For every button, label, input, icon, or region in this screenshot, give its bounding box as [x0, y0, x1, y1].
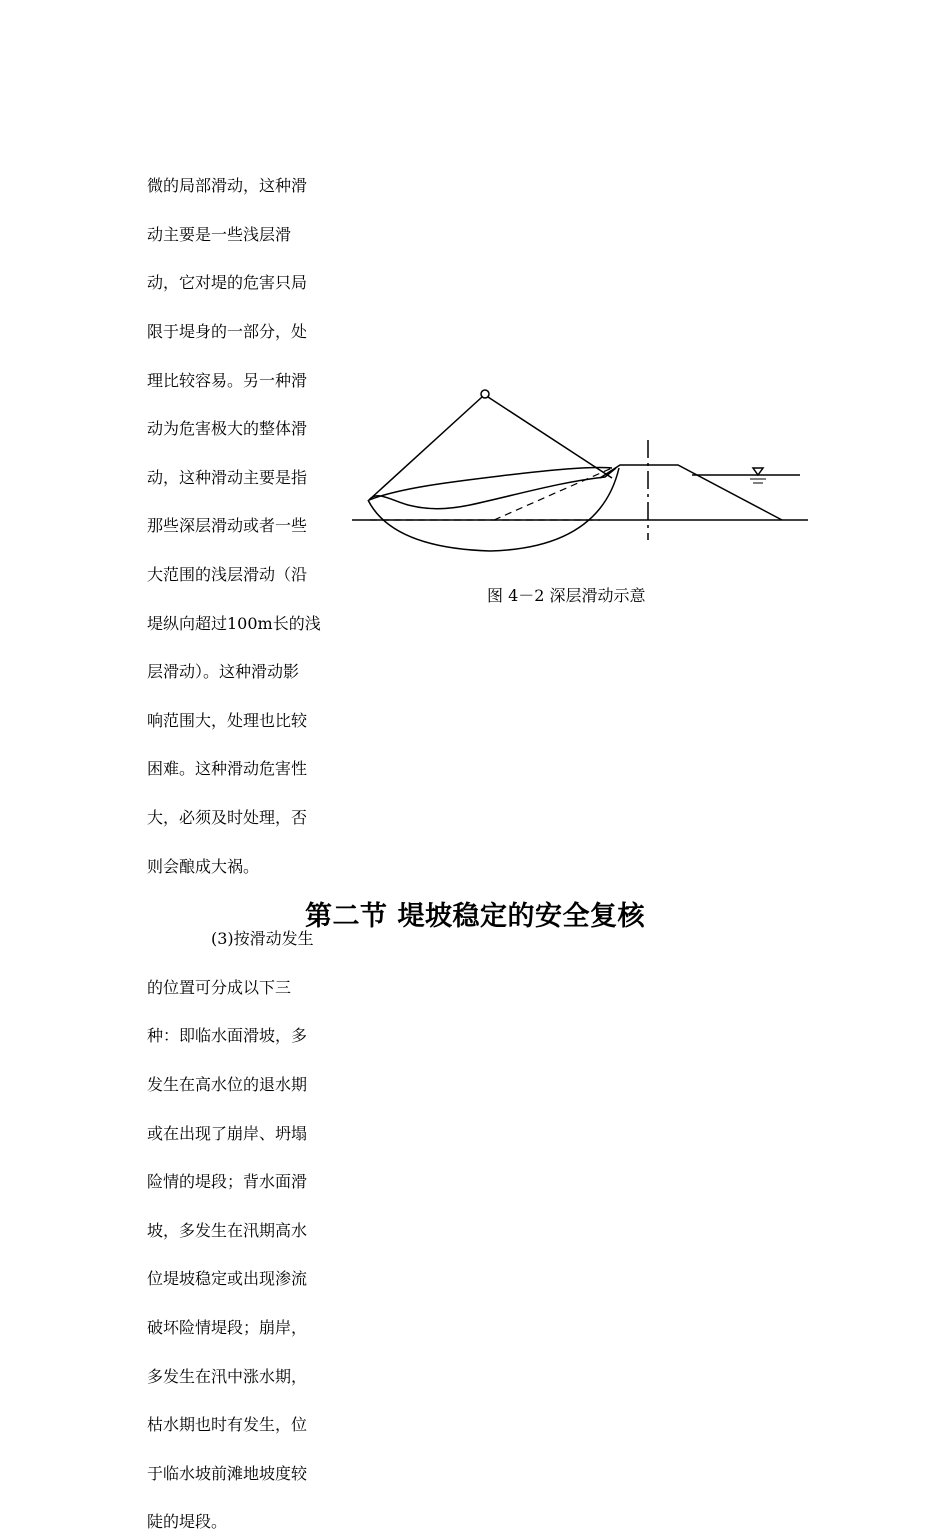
text-line: 困难。这种滑动危害性: [147, 759, 308, 779]
text-line-indented: (3)按滑动发生: [211, 929, 314, 949]
paragraph-sliding-location: [147, 903, 347, 1535]
radius-line-left: [369, 397, 482, 500]
text-line: 大，必须及时处理，否: [147, 808, 308, 828]
text-line: 层滑动）。这种滑动影: [147, 662, 300, 682]
slip-circle-center: [481, 390, 489, 398]
text-line: 大范围的浅层滑动（沿: [147, 565, 308, 585]
text-line: 微的局部滑动，这种滑: [147, 176, 308, 196]
text-line: 动主要是一些浅层滑: [147, 224, 292, 244]
text-line: 种：即临水面滑坡，多: [147, 1026, 308, 1046]
section-title: 第二节 堤坡稳定的安全复核: [305, 901, 645, 932]
radius-line-right: [488, 397, 612, 478]
water-level-symbol: [753, 468, 763, 475]
text-line: 理比较容易。另一种滑: [147, 370, 308, 390]
text-line: 位堤坡稳定或出现渗流: [147, 1269, 308, 1289]
body-text-column: [147, 150, 347, 1535]
deep-sliding-diagram: [350, 380, 810, 560]
paragraph-sliding-types: [147, 150, 347, 879]
text-line: 那些深层滑动或者一些: [147, 516, 308, 536]
text-line: 则会酿成大祸。: [147, 856, 260, 876]
text-line: 堤纵向超过100m长的浅: [147, 613, 321, 633]
text-line: 于临水坡前滩地坡度较: [147, 1463, 308, 1483]
text-line: 陡的堤段。: [147, 1512, 228, 1532]
text-line: 动为危害极大的整体滑: [147, 419, 308, 439]
text-line: 的位置可分成以下三: [147, 977, 292, 997]
embankment-profile: [600, 465, 782, 520]
text-line: 枯水期也时有发生，位: [147, 1415, 308, 1435]
text-line: 限于堤身的一部分，处: [147, 322, 308, 342]
text-line: 险情的堤段；背水面滑: [147, 1172, 308, 1192]
text-line: 响范围大，处理也比较: [147, 710, 308, 730]
text-line: 或在出现了崩岸、坍塌: [147, 1123, 308, 1143]
text-line: 多发生在汛中涨水期，: [147, 1366, 308, 1386]
deep-sliding-svg: [350, 380, 810, 560]
dashed-slip-chord: [494, 468, 612, 520]
slide-mass-outline: [369, 468, 616, 509]
text-line: 动，这种滑动主要是指: [147, 467, 308, 487]
text-line: 发生在高水位的退水期: [147, 1074, 308, 1094]
figure-caption: 图 4－2 深层滑动示意: [487, 586, 646, 605]
text-line: 坡，多发生在汛期高水: [147, 1220, 308, 1240]
text-line: 破坏险情堤段；崩岸，: [147, 1317, 308, 1337]
text-line: 动，它对堤的危害只局: [147, 273, 308, 293]
